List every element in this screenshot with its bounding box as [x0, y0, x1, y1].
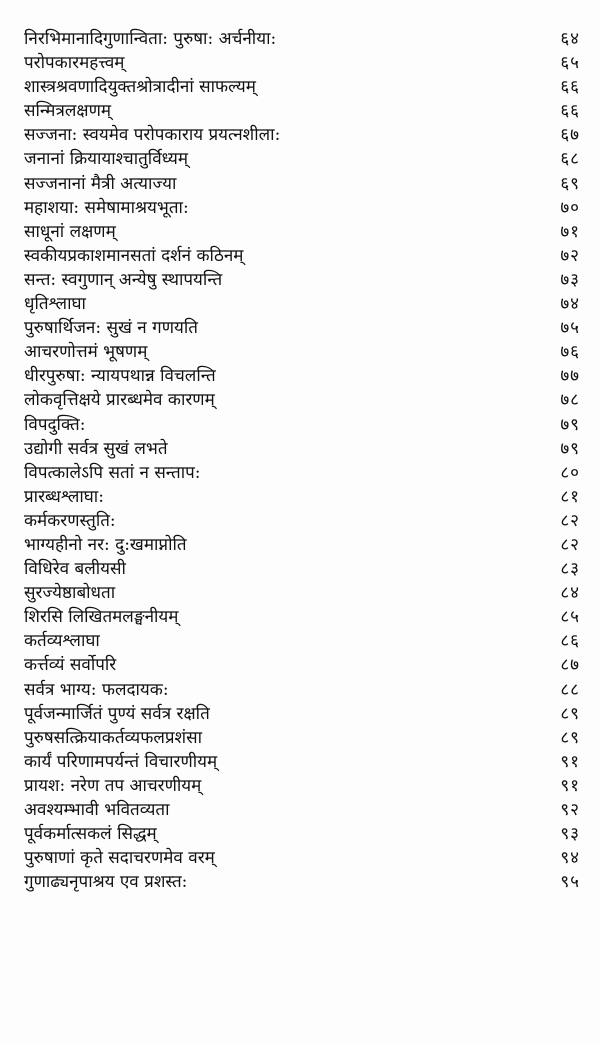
toc-entry-page-number: ७६	[560, 342, 580, 363]
toc-entry-title: गुणाढ्यनृपाश्रय एव प्रशस्त:	[24, 872, 188, 893]
toc-entry-title: उद्योगी सर्वत्र सुखं लभते	[24, 438, 168, 459]
toc-entry-page-number: ८७	[560, 655, 580, 676]
toc-entry-page-number: ९३	[560, 824, 580, 845]
toc-entry-title: कर्मकरणस्तुति:	[24, 510, 116, 531]
toc-entry-title: सन्मित्रलक्षणम्	[24, 101, 112, 122]
toc-entry-page-number: ७८	[560, 390, 580, 411]
toc-entry	[24, 316, 580, 340]
table-of-contents	[24, 27, 580, 894]
toc-entry-title: महाशया: समेषामाश्रयभूता:	[24, 197, 189, 218]
toc-entry-page-number: ९२	[560, 800, 580, 820]
toc-entry-title: विपदुक्ति:	[24, 414, 86, 435]
toc-entry-page-number: ६७	[560, 125, 580, 146]
toc-entry-page-number: ७२	[560, 245, 580, 266]
toc-entry	[24, 244, 580, 268]
toc-entry	[24, 147, 580, 171]
toc-entry-page-number: ८३	[560, 559, 580, 580]
toc-entry-title: साधूनां लक्षणम्	[24, 221, 116, 242]
toc-entry-page-number: ८२	[560, 510, 580, 531]
toc-entry-title: लोकवृत्तिक्षये प्रारब्धमेव कारणम्	[24, 390, 215, 411]
toc-entry-page-number: ६८	[560, 149, 580, 170]
toc-entry-title: प्रारब्धश्लाघा:	[24, 486, 104, 507]
toc-entry-page-number: ७७	[560, 366, 580, 387]
toc-entry-page-number: ८५	[560, 607, 580, 628]
toc-entry-page-number: ८०	[560, 462, 580, 483]
toc-entry-title: आचरणोत्तमं भूषणम्	[24, 342, 148, 363]
toc-entry-page-number: ८२	[560, 534, 580, 555]
toc-entry-page-number: ७४	[560, 294, 580, 315]
toc-entry	[24, 774, 580, 798]
toc-entry-page-number: ७३	[560, 269, 580, 290]
toc-entry-page-number: ९१	[560, 775, 580, 796]
toc-entry	[24, 123, 580, 147]
toc-entry	[24, 172, 580, 196]
toc-entry-title: पुरुषसत्क्रियाकर्तव्यफलप्रशंसा	[24, 727, 202, 748]
toc-entry-title: जनानां क्रियायाश्चातुर्विध्यम्	[24, 149, 189, 170]
toc-entry	[24, 196, 580, 220]
toc-entry	[24, 485, 580, 509]
toc-entry	[24, 388, 580, 412]
toc-entry-page-number: ८९	[560, 703, 580, 724]
toc-entry-title: पूर्वकर्मात्सकलं सिद्धम्	[24, 824, 157, 845]
toc-entry	[24, 702, 580, 726]
toc-entry	[24, 364, 580, 388]
toc-entry-page-number: ८१	[560, 486, 580, 507]
toc-entry-page-number: ७५	[560, 318, 580, 339]
toc-entry	[24, 413, 580, 437]
toc-entry	[24, 292, 580, 316]
toc-entry	[24, 509, 580, 533]
toc-entry	[24, 437, 580, 461]
toc-entry-title: निरभिमानादिगुणान्विता: पुरुषा: अर्चनीया:	[24, 29, 277, 49]
toc-entry	[24, 846, 580, 870]
toc-entry-title: कर्त्तव्यं सर्वोपरि	[24, 655, 117, 676]
toc-entry-page-number: ६४	[560, 29, 580, 49]
toc-entry-title: पूर्वजन्मार्जितं पुण्यं सर्वत्र रक्षति	[24, 703, 210, 724]
toc-entry	[24, 340, 580, 364]
toc-entry-title: पुरुषार्थिजन: सुखं न गणयति	[24, 318, 198, 339]
toc-entry-title: धीरपुरुषा: न्यायपथान्न विचलन्ति	[24, 366, 216, 387]
toc-entry-page-number: ७९	[560, 414, 580, 435]
toc-entry	[24, 557, 580, 581]
toc-entry	[24, 533, 580, 557]
toc-entry	[24, 798, 580, 822]
toc-entry	[24, 629, 580, 653]
toc-entry	[24, 750, 580, 774]
toc-entry-title: सज्जनानां मैत्री अत्याज्या	[24, 173, 177, 194]
toc-entry-title: अवश्यम्भावी भवितव्यता	[24, 800, 170, 820]
toc-entry-page-number: ६५	[560, 53, 580, 74]
toc-entry-title: सज्जना: स्वयमेव परोपकाराय प्रयत्नशीला:	[24, 125, 281, 146]
toc-entry-title: विपत्कालेऽपि सतां न सन्ताप:	[24, 462, 201, 483]
toc-entry-title: प्रायश: नरेण तप आचरणीयम्	[24, 775, 202, 796]
toc-entry-page-number: ९१	[560, 751, 580, 772]
toc-entry-page-number: ७०	[560, 197, 580, 218]
toc-entry	[24, 268, 580, 292]
toc-entry-page-number: ६६	[560, 77, 580, 98]
toc-entry-title: कार्यं परिणामपर्यन्तं विचारणीयम्	[24, 751, 218, 772]
toc-entry-page-number: ८६	[560, 631, 580, 652]
toc-entry-page-number: ९५	[560, 872, 580, 893]
toc-entry	[24, 27, 580, 51]
toc-entry-title: शास्त्रश्रवणादियुक्तश्रोत्रादीनां साफल्यम्	[24, 77, 256, 98]
toc-entry-title: शिरसि लिखितमलङ्घनीयम्	[24, 607, 179, 628]
toc-entry-title: कर्तव्यश्लाघा	[24, 631, 100, 652]
toc-entry-page-number: ९४	[560, 848, 580, 869]
toc-entry	[24, 99, 580, 123]
toc-entry-page-number: ७१	[560, 221, 580, 242]
toc-entry	[24, 51, 580, 75]
toc-entry-title: धृतिश्लाघा	[24, 294, 86, 315]
toc-entry-title: सर्वत्र भाग्य: फलदायक:	[24, 679, 169, 700]
toc-entry-page-number: ८९	[560, 727, 580, 748]
toc-entry-page-number: ८४	[560, 583, 580, 604]
toc-entry-title: स्वकीयप्रकाशमानसतां दर्शनं कठिनम्	[24, 245, 244, 266]
toc-entry	[24, 581, 580, 605]
toc-entry-title: सुरज्येष्ठाबोधता	[24, 583, 116, 604]
toc-entry-title: विधिरेव बलीयसी	[24, 559, 126, 580]
toc-entry	[24, 220, 580, 244]
toc-entry	[24, 678, 580, 702]
toc-entry	[24, 822, 580, 846]
toc-entry-page-number: ६९	[560, 173, 580, 194]
toc-entry	[24, 605, 580, 629]
toc-entry	[24, 870, 580, 894]
toc-entry-title: भाग्यहीनो नर: दु:खमाप्नोति	[24, 534, 187, 555]
toc-entry-page-number: ७९	[560, 438, 580, 459]
toc-entry-page-number: ६६	[560, 101, 580, 122]
toc-entry-page-number: ८८	[560, 679, 580, 700]
toc-entry	[24, 75, 580, 99]
toc-entry-title: सन्त: स्वगुणान् अन्येषु स्थापयन्ति	[24, 269, 223, 290]
toc-entry	[24, 726, 580, 750]
toc-entry	[24, 653, 580, 677]
toc-entry-title: परोपकारमहत्त्वम्	[24, 53, 125, 74]
toc-entry-title: पुरुषाणां कृते सदाचरणमेव वरम्	[24, 848, 215, 869]
toc-entry	[24, 461, 580, 485]
